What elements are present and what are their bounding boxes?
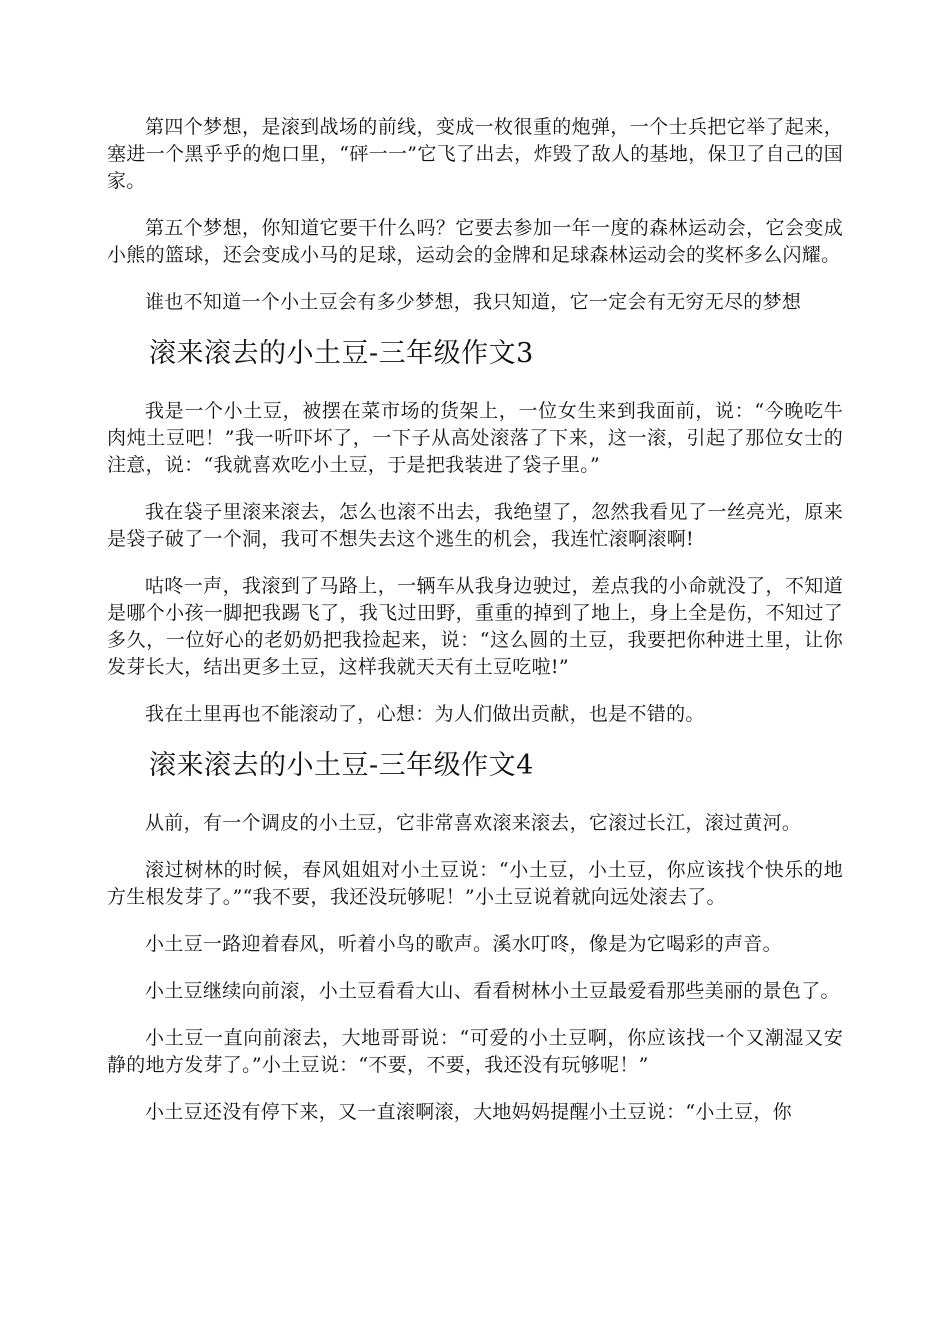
- paragraph-road-grandma: 咕咚一声，我滚到了马路上，一辆车从我身边驶过，差点我的小命就没了，不知道是哪个小孩一脚把我踢飞了，我飞过田野，重重的掉到了地上，身上全是伤，不知过了多久，一位好心的老奶奶把我捡起来，说：“这么圆的土豆，我要把你种进土里，让你发芽长大，结出更多土豆，这样我就天天有土豆吃啦!”: [107, 575, 843, 678]
- paragraph-market-shelf: 我是一个小土豆，被摆在菜市场的货架上，一位女生来到我面前，说：“今晚吃牛肉炖土豆吧！”我一听吓坏了，一下子从高处滚落了下来，这一滚，引起了那位女士的注意，说：“我就喜欢吃小土豆，于是把我装进了袋子里。”: [107, 400, 843, 476]
- paragraph-birdsong: 小土豆一路迎着春风，听着小鸟的歌声。溪水叮咚，像是为它喝彩的声音。: [145, 933, 782, 955]
- essay-3-heading: 滚来滚去的小土豆-三年级作文3: [149, 338, 534, 369]
- paragraph-naughty-potato: 从前，有一个调皮的小土豆，它非常喜欢滚来滚去，它滚过长江，滚过黄河。: [145, 812, 802, 834]
- paragraph-earth-mother: 小土豆还没有停下来，又一直滚啊滚，大地妈妈提醒小土豆说：“小土豆，你: [145, 1101, 792, 1123]
- paragraph-dream-four: 第四个梦想，是滚到战场的前线，变成一枚很重的炮弹，一个士兵把它举了起来，塞进一个黑乎乎的炮口里，“砰一一”它飞了出去，炸毁了敌人的基地，保卫了自己的国家。: [107, 116, 843, 192]
- paragraph-spring-wind: 滚过树林的时候，春风姐姐对小土豆说：“小土豆，小土豆，你应该找个快乐的地方生根发芽了。”“我不要，我还没玩够呢！”小土豆说着就向远处滚去了。: [107, 859, 843, 908]
- paragraph-mountains: 小土豆继续向前滚，小土豆看看大山、看看树林小土豆最爱看那些美丽的景色了。: [145, 980, 840, 1002]
- paragraph-dream-five: 第五个梦想，你知道它要干什么吗？它要去参加一年一度的森林运动会，它会变成小熊的篮球，还会变成小马的足球，运动会的金牌和足球森林运动会的奖杯多么闪耀。: [107, 217, 843, 266]
- document-page: [107, 114, 843, 1146]
- essay-4-heading: 滚来滚去的小土豆-三年级作文4: [149, 750, 534, 781]
- paragraph-contribution: 我在土里再也不能滚动了，心想：为人们做出贡献，也是不错的。: [145, 703, 705, 725]
- paragraph-endless-dreams: 谁也不知道一个小土豆会有多少梦想，我只知道，它一定会有无穷无尽的梦想: [145, 291, 802, 313]
- paragraph-earth-brother: 小土豆一直向前滚去，大地哥哥说：“可爱的小土豆啊，你应该找一个又潮湿又安静的地方发芽了。”小土豆说：“不要，不要，我还没有玩够呢！”: [107, 1027, 843, 1076]
- paragraph-bag-hole: 我在袋子里滚来滚去，怎么也滚不出去，我绝望了，忽然我看见了一丝亮光，原来是袋子破了一个洞，我可不想失去这个逃生的机会，我连忙滚啊滚啊!: [107, 501, 843, 550]
